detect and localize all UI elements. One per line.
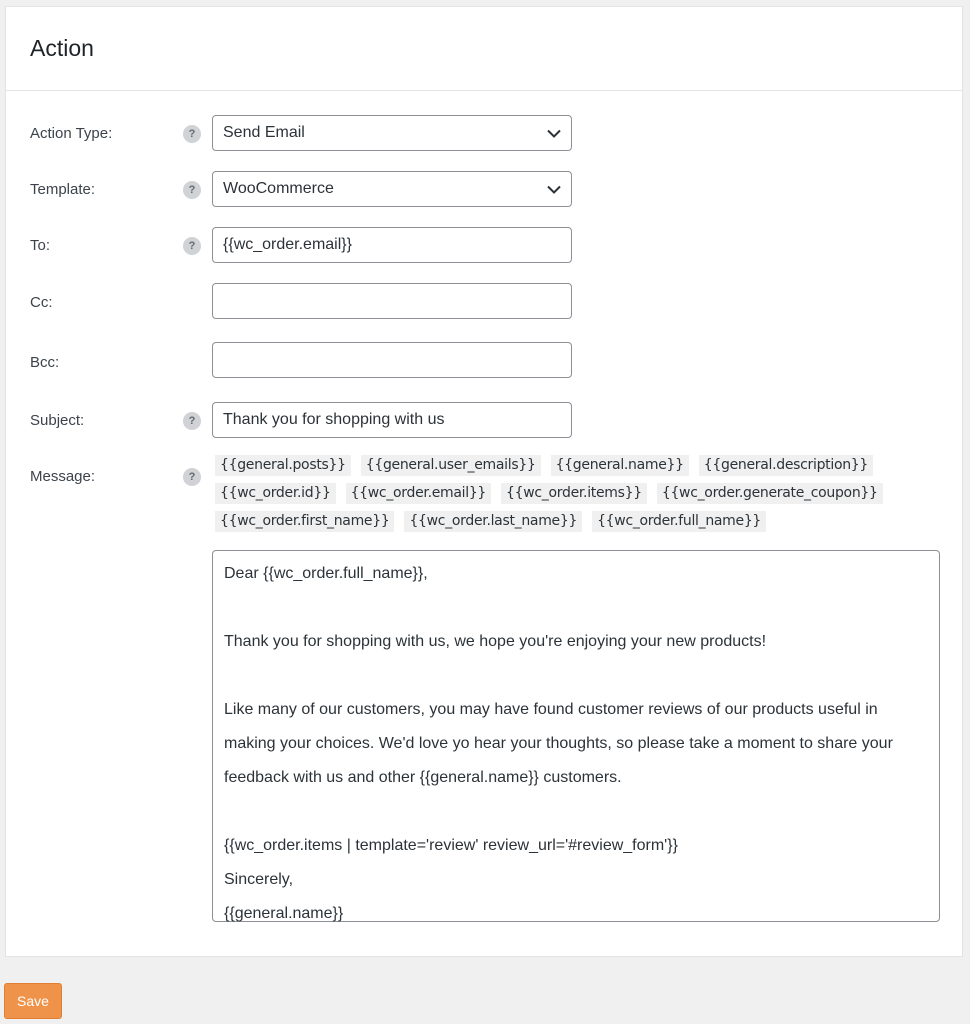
variable-tag[interactable]: {{general.user_emails}}	[361, 455, 541, 476]
message-line: Dear {{wc_order.full_name}},	[224, 565, 428, 582]
action-type-select[interactable]	[212, 115, 572, 151]
variable-tag[interactable]: {{wc_order.email}}	[346, 483, 491, 504]
subject-value: Thank you for shopping with us	[223, 411, 445, 428]
help-icon[interactable]: ?	[183, 468, 201, 486]
cc-input[interactable]	[212, 283, 572, 319]
panel-header	[6, 7, 962, 91]
variable-tag[interactable]: {{wc_order.id}}	[215, 483, 336, 504]
chevron-down-icon	[547, 182, 561, 196]
panel-title: Action	[30, 35, 94, 61]
save-button[interactable]: Save	[4, 983, 62, 1019]
message-line: making your choices. We'd love yo hear your thoughts, so please take a moment to share your	[224, 735, 893, 752]
message-label: Message:	[30, 468, 96, 485]
help-icon[interactable]: ?	[183, 181, 201, 199]
variable-tag[interactable]: {{wc_order.last_name}}	[404, 511, 582, 532]
variable-tag[interactable]: {{wc_order.full_name}}	[592, 511, 766, 532]
variable-tags	[215, 455, 935, 532]
variable-tag[interactable]: {{wc_order.items}}	[501, 483, 647, 504]
subject-input[interactable]	[212, 402, 572, 438]
template-select[interactable]	[212, 171, 572, 207]
action-type-value: Send Email	[223, 124, 305, 141]
variable-tag[interactable]: {{wc_order.first_name}}	[215, 511, 394, 532]
variable-tag[interactable]: {{general.description}}	[699, 455, 873, 476]
to-value: {{wc_order.email}}	[223, 236, 352, 253]
message-line: Like many of our customers, you may have found customer reviews of our products useful in	[224, 701, 878, 718]
variable-tag[interactable]: {{general.name}}	[551, 455, 689, 476]
subject-label: Subject:	[30, 412, 85, 429]
message-line	[224, 591, 928, 625]
template-value: WooCommerce	[223, 180, 334, 197]
message-textarea[interactable]	[212, 550, 940, 922]
template-label: Template:	[30, 181, 96, 198]
message-line	[224, 795, 928, 829]
action-panel	[5, 6, 963, 957]
help-icon[interactable]: ?	[183, 412, 201, 430]
help-icon[interactable]: ?	[183, 125, 201, 143]
cc-label: Cc:	[30, 294, 53, 311]
message-line: {{general.name}}	[224, 905, 344, 922]
action-type-label: Action Type:	[30, 125, 113, 142]
message-line: Sincerely,	[224, 871, 294, 888]
message-line	[224, 659, 928, 693]
message-line: Thank you for shopping with us, we hope you're enjoying your new products!	[224, 633, 767, 650]
message-line: {{wc_order.items | template='review' review_url='#review_form'}}	[224, 837, 678, 854]
to-label: To:	[30, 237, 51, 254]
bcc-input[interactable]	[212, 342, 572, 378]
help-icon[interactable]: ?	[183, 237, 201, 255]
variable-tag[interactable]: {{general.posts}}	[215, 455, 351, 476]
message-line: feedback with us and other {{general.name}} customers.	[224, 769, 622, 786]
to-input[interactable]	[212, 227, 572, 263]
chevron-down-icon	[547, 126, 561, 140]
bcc-label: Bcc:	[30, 354, 60, 371]
variable-tag[interactable]: {{wc_order.generate_coupon}}	[657, 483, 883, 504]
